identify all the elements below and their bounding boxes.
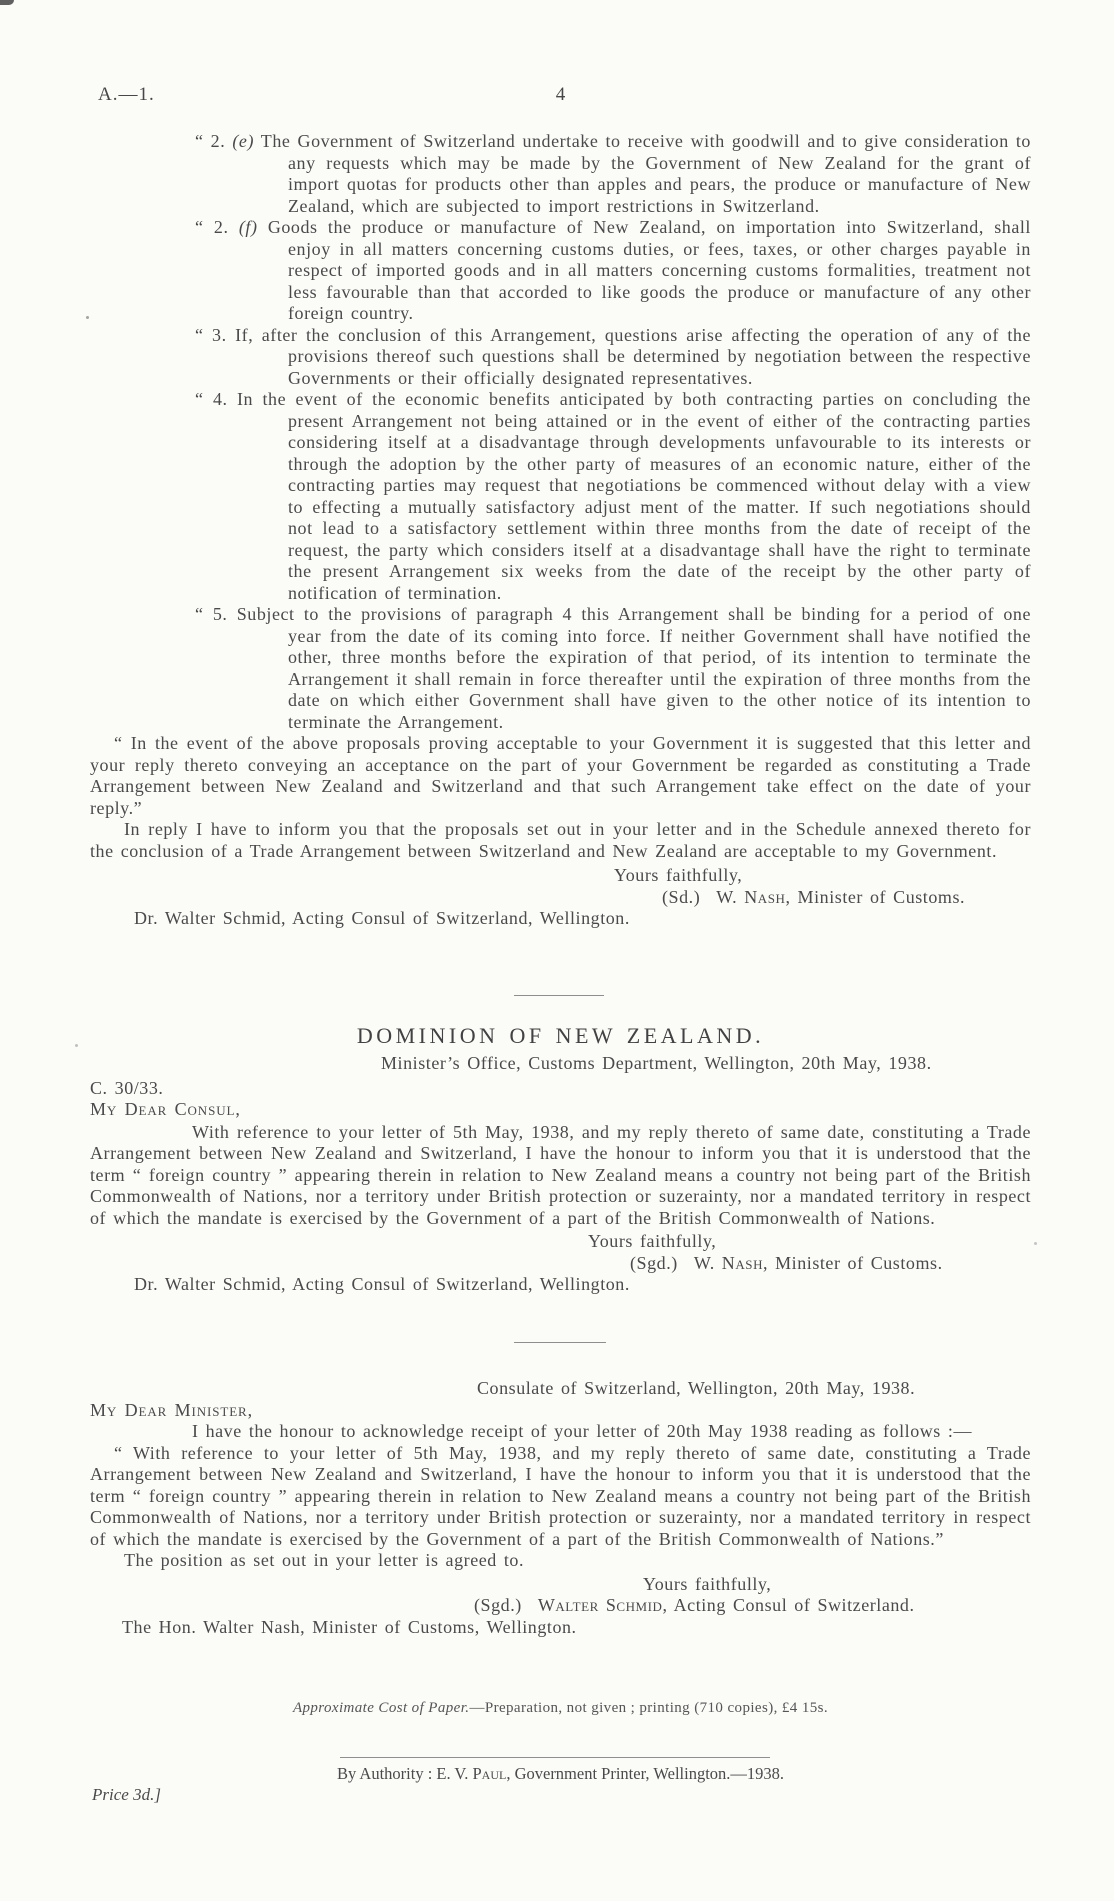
salutation: My Dear Minister, — [90, 1399, 254, 1420]
clause-4 — [90, 389, 1031, 604]
addressee-line: Dr. Walter Schmid, Acting Consul of Switzerland, Wellington. — [134, 1274, 630, 1294]
clause-number: 2. — [210, 131, 226, 151]
letter-body: With reference to your letter of 5th May, 1938, and my reply thereto of same date, constituting a Trade Arrangement between New Zealand and Switzerland, I have the honour to inform you that it is understood that the term “ foreign country ” appearing therein in relation to New Zealand means a country not being part of the British Commonwealth of Nations, nor a territory under British protection or suzerainty, nor a mandated territory in respect of which the mandate is exercised by the Government of a part of the British Commonwealth of Nations. — [90, 1121, 1031, 1228]
cost-of-paper-note — [90, 1700, 1031, 1717]
footer-rule — [340, 1757, 770, 1758]
clause-2e — [90, 131, 1031, 217]
clause-number: 4. — [212, 389, 228, 409]
cost-label: Approximate Cost of Paper. — [292, 1700, 470, 1716]
imprint-suffix: , Government Printer, Wellington.—1938. — [506, 1764, 785, 1783]
addressee-line: The Hon. Walter Nash, Minister of Customs, Wellington. — [122, 1616, 577, 1637]
clause-5 — [90, 604, 1031, 733]
signature-name: W. Nash — [716, 886, 786, 907]
valediction: Yours faithfully, — [614, 865, 743, 885]
price-note: Price 3d.] — [92, 1785, 161, 1804]
signature-title: , Minister of Customs. — [763, 1252, 943, 1273]
signature-title: , Minister of Customs. — [785, 886, 966, 907]
clause-text: In the event of the economic benefits anticipated by both contracting parties on concluding the present Arrangement not being attained or in the event of either of the contracting parties considering itself at a disadvantage through developments unfavourable to its interests or through the adoption by the other party of measures of an economic nature, either of the contracting parties may request that negotiations be commenced without delay with a view to effecting a mutually satisfactory adjust ment of the matter. If such negotiations should not lead to a satisfactory settlement within three months from the date of receipt of the request, the party which considers itself at a disadvantage shall have the right to terminate the present Arrangement six weeks from the date of the receipt by the other party of notification of termination. — [236, 389, 1031, 603]
clause-letter: (f) — [238, 217, 258, 237]
paper-number: A.—1. — [98, 84, 155, 105]
open-quote: “ — [195, 131, 204, 151]
scan-artifact — [86, 316, 89, 319]
scan-artifact — [1034, 1242, 1037, 1245]
clause-number: 3. — [212, 324, 227, 345]
printer-name: Paul — [472, 1764, 507, 1783]
salutation: My Dear Consul, — [90, 1099, 241, 1119]
reply-paragraph: In reply I have to inform you that the proposals set out in your letter and in the Schedule annexed thereto for the conclusion of a Trade Arrangement between Switzerland and New Zealand are acceptable to my Government. — [90, 819, 1031, 861]
signature-prefix: (Sd.) — [662, 886, 701, 907]
letter-minister-to-consul — [90, 1022, 1031, 1296]
page-number: 4 — [555, 84, 566, 105]
scan-artifact — [75, 1044, 78, 1047]
clause-text: Goods the produce or manufacture of New Zealand, on importation into Switzerland, shall enjoy in all matters concerning customs duties, or fees, taxes, or other charges payable in respect of imported goods and in all matters concerning customs formalities, treatment not less favourable than that accorded to like goods the produce or manufacture of any other foreign country. — [267, 217, 1031, 323]
letter-consul-to-minister — [90, 1378, 1031, 1638]
signature-line — [90, 887, 1031, 909]
signature-line — [90, 1595, 1031, 1617]
signature-prefix: (Sgd.) — [474, 1595, 522, 1615]
open-quote: “ — [195, 217, 204, 237]
dominion-heading: DOMINION OF NEW ZEALAND. — [356, 1023, 765, 1048]
valediction: Yours faithfully, — [643, 1573, 772, 1594]
open-quote: “ — [195, 604, 204, 624]
intro-paragraph: I have the honour to acknowledge receipt of your letter of 20th May 1938 reading as follows :— — [192, 1421, 972, 1441]
signature-name: W. Nash — [693, 1252, 764, 1273]
section-divider — [514, 1342, 606, 1343]
signature-prefix: (Sgd.) — [630, 1252, 678, 1273]
office-dateline: Minister’s Office, Customs Department, Wellington, 20th May, 1938. — [381, 1053, 932, 1073]
agreement-line: The position as set out in your letter is agreed to. — [124, 1550, 525, 1570]
valediction: Yours faithfully, — [588, 1231, 717, 1251]
clause-number: 5. — [212, 604, 228, 624]
clause-text: Subject to the provisions of paragraph 4 this Arrangement shall be binding for a period of one year from the date of its coming into force. If neither Government shall have notified the other, three months before the expiration of that period, of its intention to terminate the Arrangement it shall remain in force thereafter until the expiration of three months from the date on which either Government shall have given to the other notice of its intention to terminate the Arrangement. — [236, 604, 1031, 732]
signature-line — [90, 1253, 1031, 1275]
clause-text: The Government of Switzerland undertake to receive with goodwill and to give consideration to any requests which may be made by the Government of New Zealand for the grant of import quotas for products other than apples and pears, the produce or manufacture of New Zealand, which are subjected to import restrictions in Switzerland. — [260, 131, 1031, 216]
signature-title: , Acting Consul of Switzerland. — [662, 1595, 915, 1615]
letter-nash-to-schmid — [90, 131, 1031, 930]
imprint-prefix: By Authority : E. V. — [336, 1764, 473, 1783]
clause-2f — [90, 217, 1031, 325]
office-dateline: Consulate of Switzerland, Wellington, 20th May, 1938. — [477, 1378, 916, 1398]
scan-artifact — [0, 0, 14, 5]
closing-quote-paragraph: “ In the event of the above proposals proving acceptable to your Government it is suggested that this letter and your reply thereto conveying an acceptance on the part of your Government be regarded as constituting a Trade Arrangement between New Zealand and Switzerland and that such Arrangement take effect on the date of your reply.” — [90, 733, 1031, 818]
section-divider — [514, 995, 604, 996]
clause-text: If, after the conclusion of this Arrangement, questions arise affecting the operation of any of the provisions thereof such questions shall be determined by negotiation between the respective Governments or their officially designated representatives. — [235, 324, 1031, 388]
cost-detail: —Preparation, not given ; printing (710 copies), £4 15s. — [469, 1700, 829, 1716]
addressee-line: Dr. Walter Schmid, Acting Consul of Switzerland, Wellington. — [134, 908, 630, 928]
clause-letter: (e) — [232, 131, 255, 151]
file-reference: C. 30/33. — [90, 1077, 164, 1098]
open-quote: “ — [195, 389, 204, 409]
clause-number: 2. — [213, 217, 229, 237]
open-quote: “ — [195, 324, 204, 345]
running-header — [90, 84, 1031, 110]
signature-name: Walter Schmid — [537, 1595, 663, 1615]
clause-3 — [90, 325, 1031, 390]
quoted-letter-paragraph: “ With reference to your letter of 5th May, 1938, and my reply thereto of same date, constituting a Trade Arrangement between New Zealand and Switzerland, I have the honour to inform you that it is understood that the term “ foreign country ” appearing therein in relation to New Zealand means a country not being part of the British Commonwealth of Nations, nor a territory under British protection or suzerainty, nor a mandated territory in respect of which the mandate is exercised by the Government of a part of the British Commonwealth of Nations.” — [90, 1442, 1031, 1549]
imprint-line — [90, 1764, 1031, 1784]
